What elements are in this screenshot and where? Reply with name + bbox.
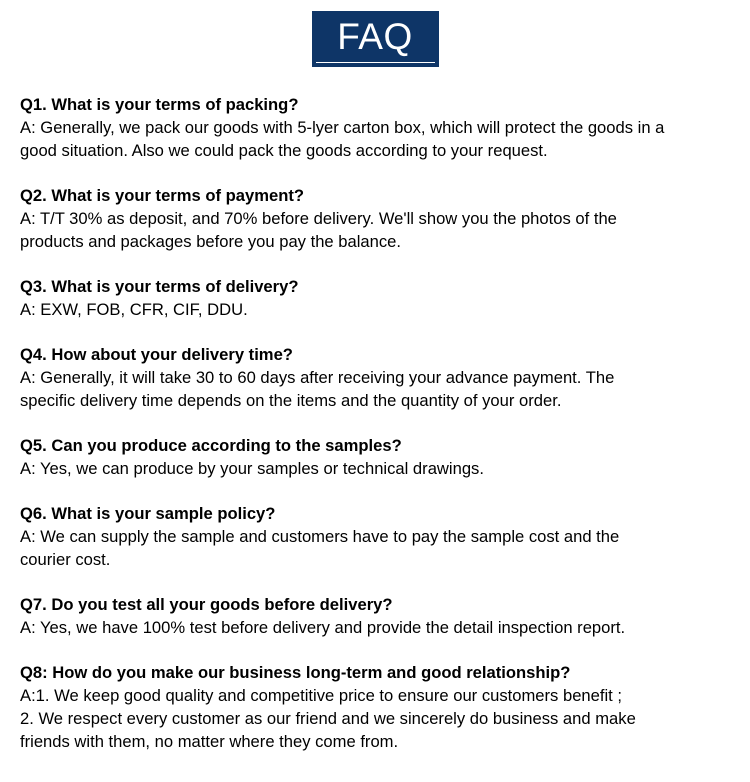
faq-question: Q3. What is your terms of delivery?	[20, 277, 299, 296]
faq-answer: A: T/T 30% as deposit, and 70% before delivery. We'll show you the photos of the products and packages before you pay the balance.	[20, 209, 617, 251]
faq-item-6	[20, 502, 735, 571]
faq-item-8	[20, 661, 735, 753]
faq-answer: A: Yes, we have 100% test before delivery and provide the detail inspection report.	[20, 618, 626, 637]
page-title: FAQ	[337, 16, 413, 57]
faq-answer: A:1. We keep good quality and competitive price to ensure our customers benefit ; 2. We respect every customer as our friend and we sincerely do business and make friends with them, no matter where they come from.	[20, 686, 636, 751]
faq-item-3	[20, 275, 735, 321]
title-underline	[316, 62, 435, 63]
faq-list	[20, 93, 735, 775]
faq-question: Q8: How do you make our business long-term and good relationship?	[20, 663, 571, 682]
faq-answer: A: We can supply the sample and customers have to pay the sample cost and the courier cost.	[20, 527, 620, 569]
faq-question: Q2. What is your terms of payment?	[20, 186, 304, 205]
faq-item-7	[20, 593, 735, 639]
faq-item-4	[20, 343, 735, 412]
faq-answer: A: Generally, it will take 30 to 60 days after receiving your advance payment. The specific delivery time depends on the items and the quantity of your order.	[20, 368, 615, 410]
faq-answer: A: Generally, we pack our goods with 5-lyer carton box, which will protect the goods in a good situation. Also we could pack the goods according to your request.	[20, 118, 665, 160]
header	[0, 11, 750, 67]
faq-question: Q5. Can you produce according to the samples?	[20, 436, 402, 455]
faq-item-1	[20, 93, 735, 162]
faq-answer: A: EXW, FOB, CFR, CIF, DDU.	[20, 300, 248, 319]
faq-item-2	[20, 184, 735, 253]
faq-item-5	[20, 434, 735, 480]
faq-question: Q6. What is your sample policy?	[20, 504, 276, 523]
faq-question: Q4. How about your delivery time?	[20, 345, 293, 364]
faq-question: Q1. What is your terms of packing?	[20, 95, 299, 114]
faq-title-badge	[312, 11, 439, 67]
faq-answer: A: Yes, we can produce by your samples or technical drawings.	[20, 459, 484, 478]
faq-question: Q7. Do you test all your goods before delivery?	[20, 595, 393, 614]
